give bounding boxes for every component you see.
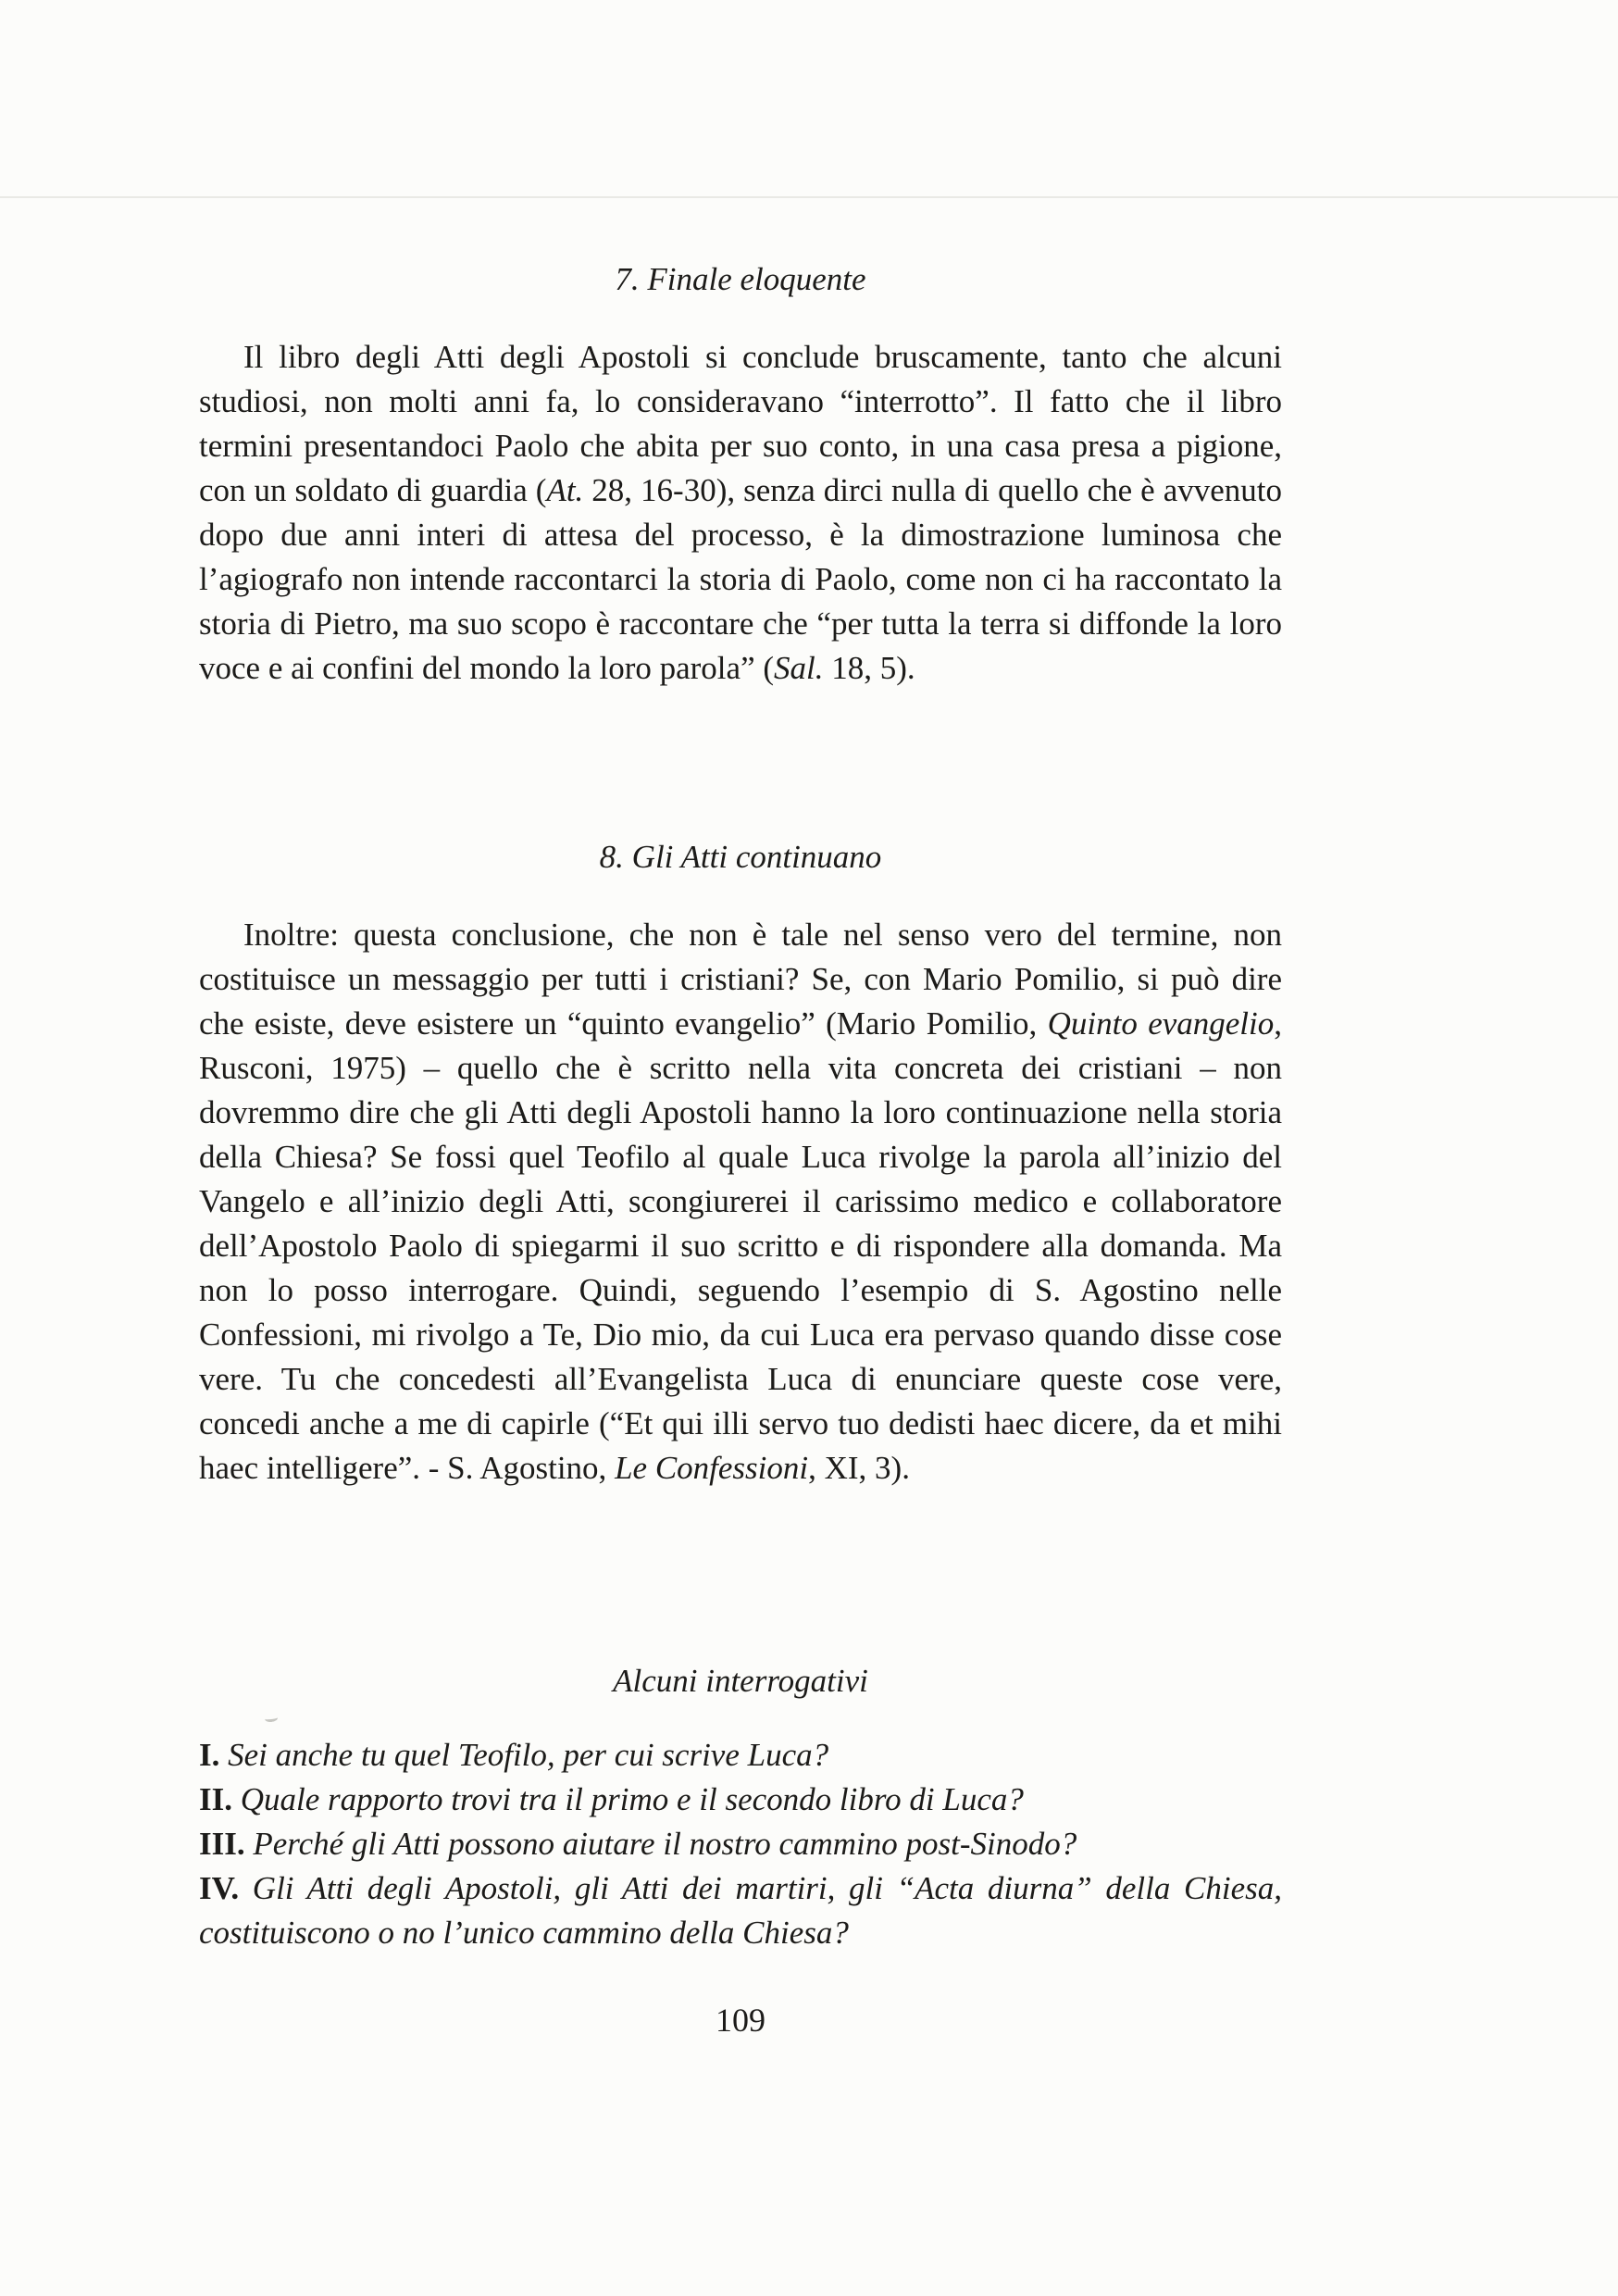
scan-line-artifact xyxy=(0,196,1618,198)
question-item-2: II. Quale rapporto trovi tra il primo e il secondo libro di Luca? xyxy=(199,1781,1024,1817)
questions-list xyxy=(199,1733,1282,1955)
section-heading-alcuni-interrogativi: Alcuni interrogativi xyxy=(613,1663,868,1699)
question-item-3: III. Perché gli Atti possono aiutare il nostro cammino post-Sinodo? xyxy=(199,1826,1077,1862)
question-item-1: I. Sei anche tu quel Teofilo, per cui scrive Luca? xyxy=(199,1737,829,1773)
paragraph-finale-eloquente: Il libro degli Atti degli Apostoli si conclude bruscamente, tanto che alcuni studiosi, non molti anni fa, lo consideravano “interrotto”. Il fatto che il libro termini presentandoci Paolo che abita per suo conto, in una casa presa a pigione, con un soldato di guardia (At. 28, 16-30), senza dirci nulla di quello che è avvenuto dopo due anni interi di attesa del processo, è la dimostrazione luminosa che l’agiografo non intende raccontarci la storia di Paolo, come non ci ha raccontato la storia di Pietro, ma suo scopo è raccontare che “per tutta la terra si diffonde la loro voce e ai confini del mondo la loro parola” (Sal. 18, 5). xyxy=(199,339,1282,686)
scan-smudge-artifact xyxy=(265,1714,279,1722)
paragraph-gli-atti-continuano: Inoltre: questa conclusione, che non è tale nel senso vero del termine, non costituisce un messaggio per tutti i cristiani? Se, con Mario Pomilio, si può dire che esiste, deve esistere un “quinto evangelio” (Mario Pomilio, Quinto evangelio, Rusconi, 1975) – quello che è scritto nella vita concreta dei cristiani – non dovremmo dire che gli Atti degli Apostoli hanno la loro continuazione nella storia della Chiesa? Se fossi quel Teofilo al quale Luca rivolge la parola all’inizio del Vangelo e all’inizio degli Atti, scongiurerei il carissimo medico e collaboratore dell’Apostolo Paolo di spiegarmi il suo scritto e di rispondere alla domanda. Ma non lo posso interrogare. Quindi, seguendo l’esempio di S. Agostino nelle Confessioni, mi rivolgo a Te, Dio mio, da cui Luca era pervaso quando disse cose vere. Tu che concedesti all’Evangelista Luca di enunciare queste cose vere, concedi anche a me di capirle (“Et qui illi servo tuo dedisti haec dicere, da et mihi haec intelligere”. - S. Agostino, Le Confessioni, XI, 3). xyxy=(199,917,1283,1486)
page-number: 109 xyxy=(716,2002,765,2039)
section-heading-gli-atti-continuano: 8. Gli Atti continuano xyxy=(599,839,882,875)
section-heading-finale-eloquente: 7. Finale eloquente xyxy=(615,261,866,297)
question-item-4: IV. Gli Atti degli Apostoli, gli Atti dei martiri, gli “Acta diurna” della Chiesa, costituiscono o no l’unico cammino della Chiesa? xyxy=(199,1870,1282,1951)
